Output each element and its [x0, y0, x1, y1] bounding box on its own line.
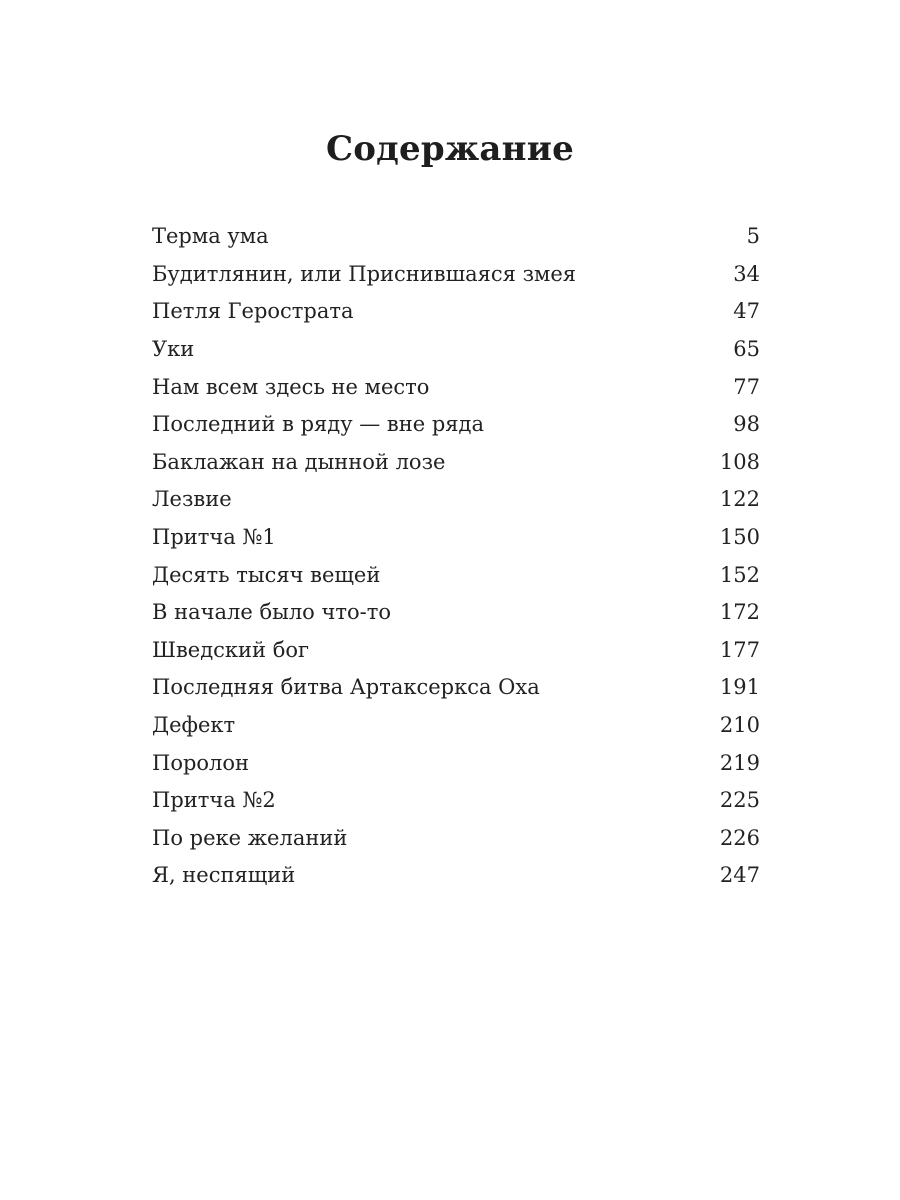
toc-entry-page: 219	[719, 750, 760, 775]
toc-entry	[152, 669, 760, 707]
toc-entry-title: Нам всем здесь не место	[152, 374, 430, 399]
toc-entry-page: 152	[719, 562, 760, 587]
toc-entry-page: 210	[719, 713, 760, 738]
toc-entry-title: Будитлянин, или Приснившаяся змея	[152, 261, 577, 286]
toc-entry-page: 5	[746, 224, 760, 249]
toc-entry-title: Шведский бог	[152, 637, 309, 662]
toc-entry	[152, 594, 760, 632]
toc-entry	[152, 556, 760, 594]
toc-entry-page: 65	[733, 337, 760, 362]
toc-entry	[152, 331, 760, 369]
toc-entry-page: 226	[719, 825, 760, 850]
toc-entry	[152, 857, 760, 895]
toc-entry-page: 150	[719, 525, 760, 550]
toc-entry-title: По реке желаний	[152, 825, 348, 850]
toc-entry-page: 108	[719, 449, 760, 474]
toc-entry-page: 122	[719, 487, 760, 512]
toc-entry-title: Дефект	[152, 713, 236, 738]
toc-entry-title: Петля Герострата	[152, 299, 354, 324]
toc-entry	[152, 218, 760, 256]
toc-entry	[152, 293, 760, 331]
toc-entry-page: 247	[719, 863, 760, 888]
toc-entry-page: 177	[719, 637, 760, 662]
toc-entry-page: 77	[733, 374, 760, 399]
toc-entry	[152, 744, 760, 782]
toc-entry	[152, 820, 760, 858]
toc-entry-title: В начале было что-то	[152, 600, 391, 625]
toc-entry-page: 225	[719, 788, 760, 813]
toc-entry-title: Поролон	[152, 750, 250, 775]
toc-list	[152, 218, 760, 895]
toc-entry-page: 172	[719, 600, 760, 625]
toc-entry	[152, 256, 760, 294]
toc-entry-title: Я, неспящий	[152, 863, 296, 888]
toc-entry-title: Притча №2	[152, 788, 276, 813]
toc-entry	[152, 707, 760, 745]
toc-entry-title: Десять тысяч вещей	[152, 562, 381, 587]
toc-entry	[152, 444, 760, 482]
toc-entry-page: 191	[719, 675, 760, 700]
page-title: Содержание	[326, 129, 574, 169]
toc-entry-title: Притча №1	[152, 525, 276, 550]
toc-entry-title: Лезвие	[152, 487, 232, 512]
toc-entry	[152, 406, 760, 444]
toc-entry	[152, 782, 760, 820]
toc-entry-page: 34	[733, 261, 760, 286]
toc-entry	[152, 632, 760, 670]
toc-entry	[152, 519, 760, 557]
toc-entry-page: 47	[733, 299, 760, 324]
toc-entry-title: Уки	[152, 337, 195, 362]
toc-entry-title: Последний в ряду — вне ряда	[152, 412, 484, 437]
toc-entry-title: Терма ума	[152, 224, 269, 249]
toc-entry-title: Последняя битва Артаксеркса Оха	[152, 675, 540, 700]
toc-entry-page: 98	[733, 412, 760, 437]
toc-entry	[152, 368, 760, 406]
toc-entry-title: Баклажан на дынной лозе	[152, 449, 446, 474]
toc-entry	[152, 481, 760, 519]
